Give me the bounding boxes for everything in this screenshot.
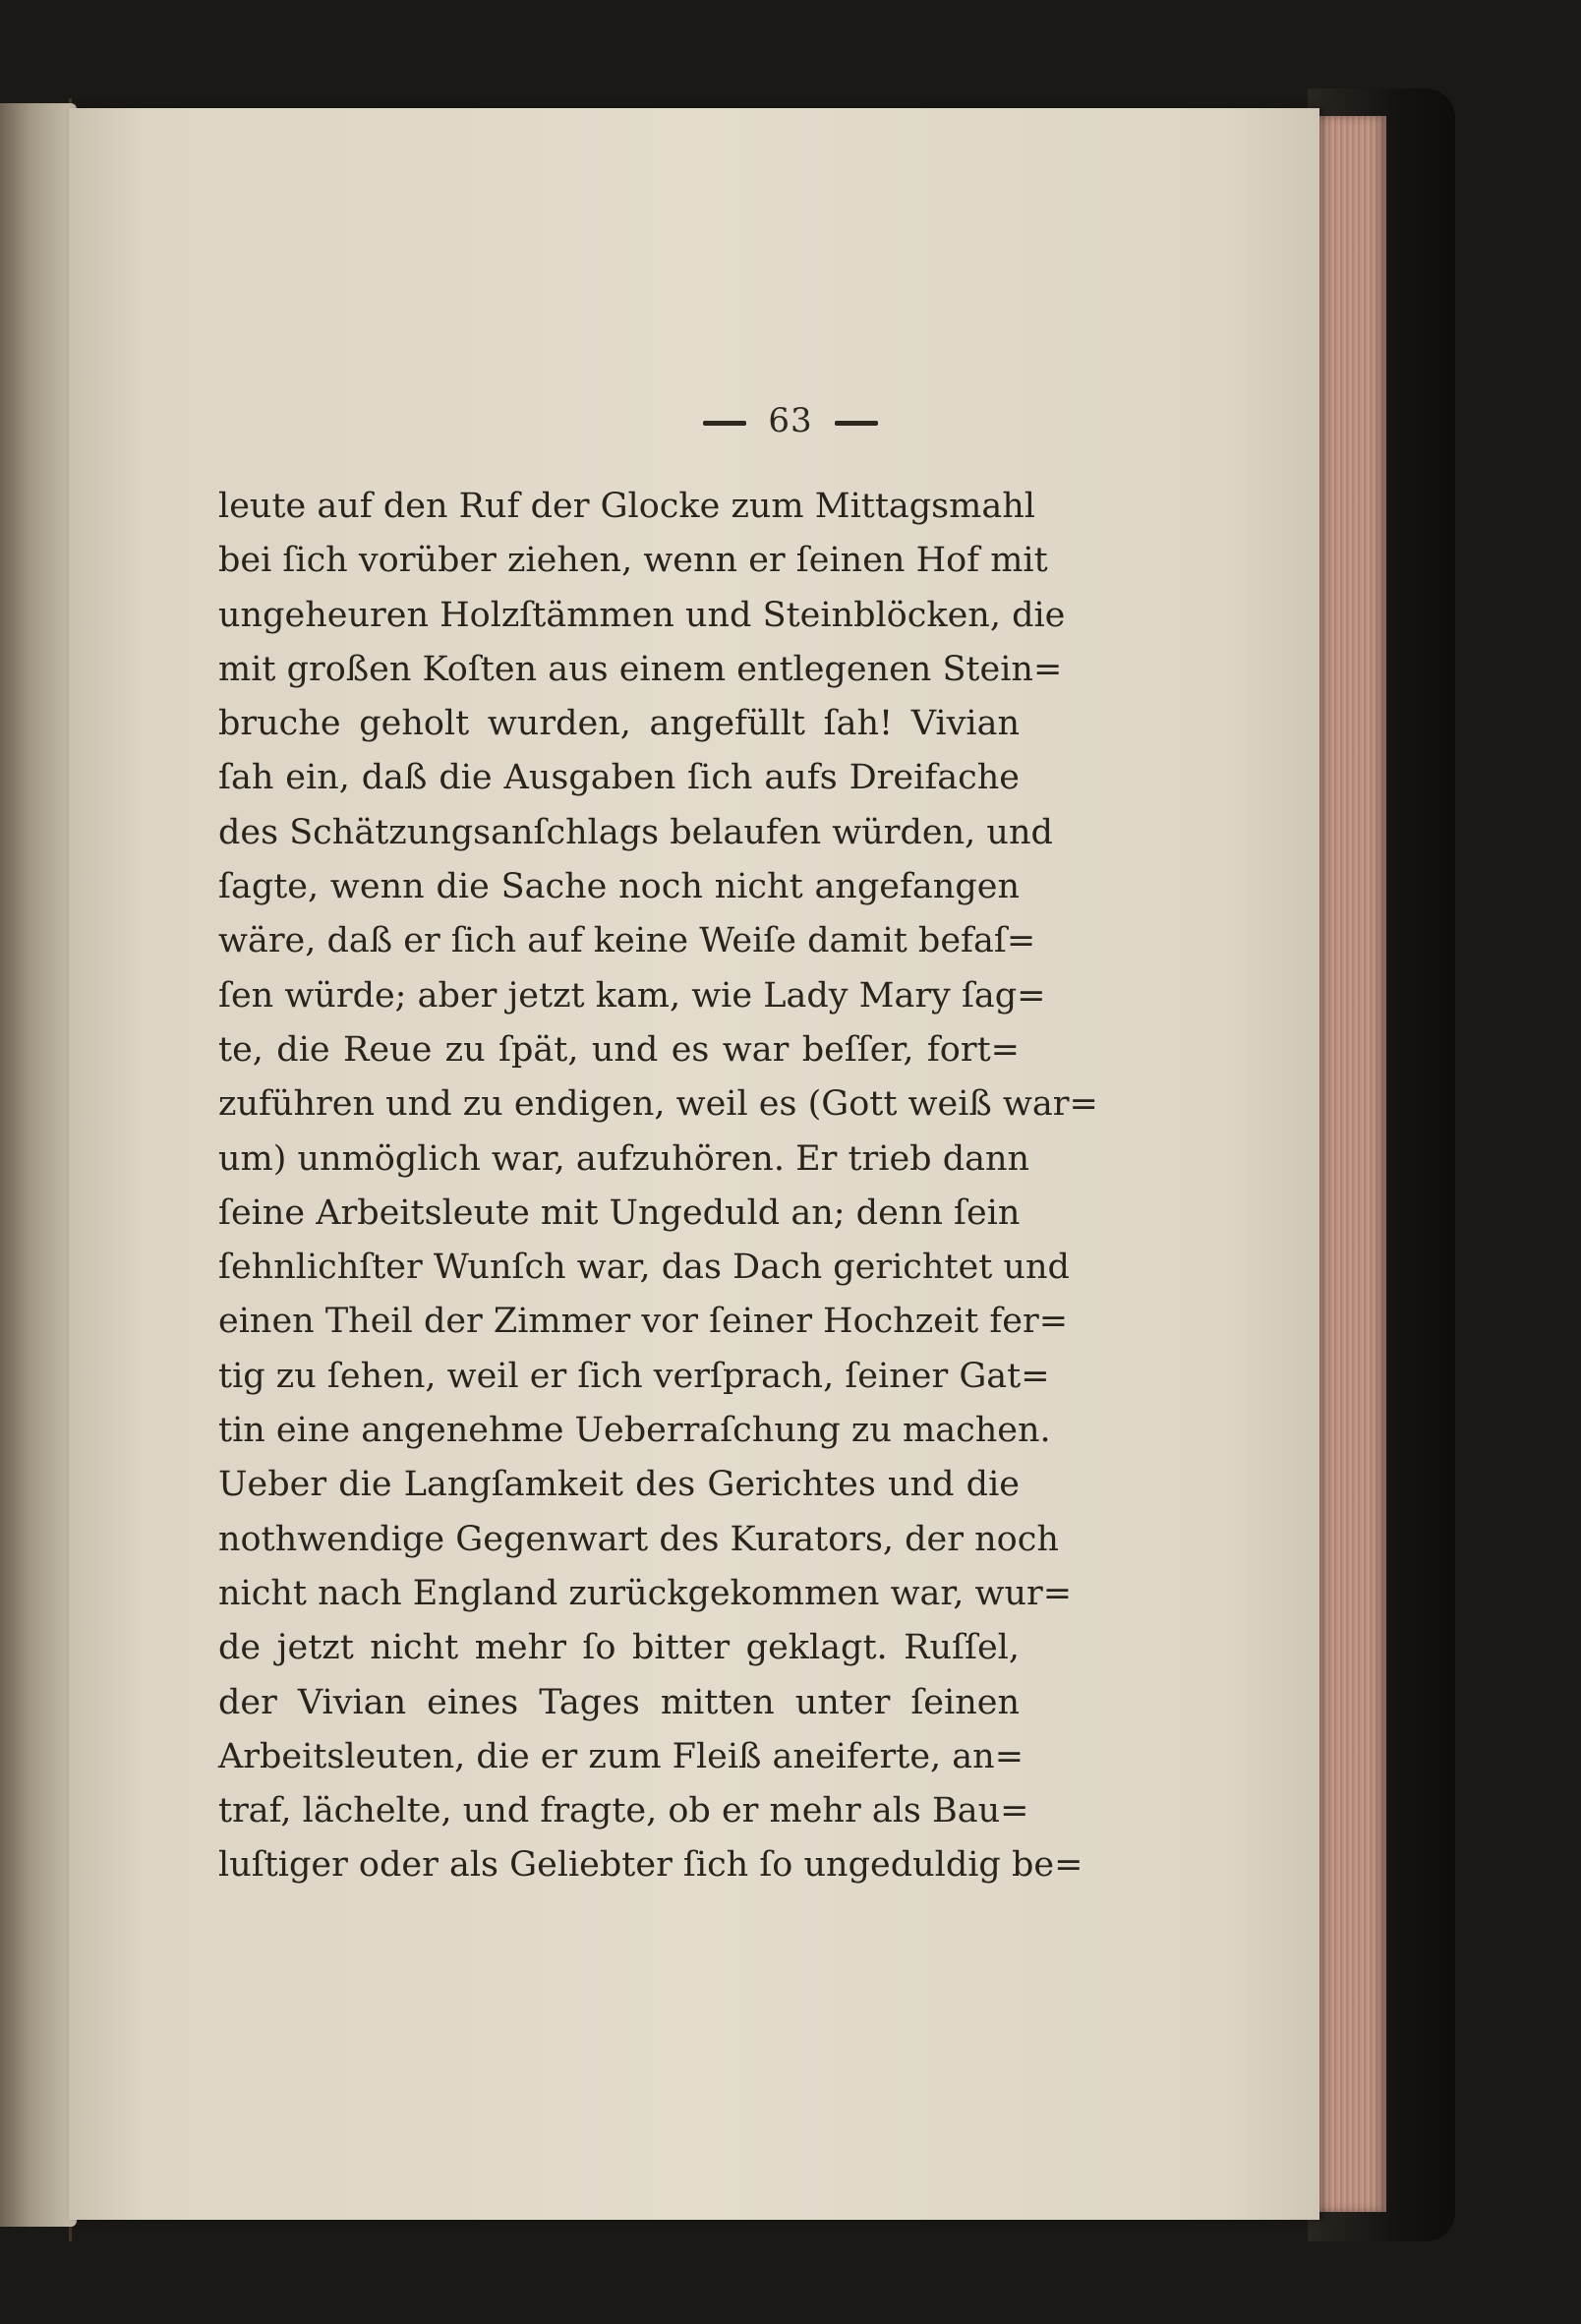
text-line: ſehnlichſter Wunſch war, das Dach gerichtet und [218,1248,1070,1288]
text-line: bei ſich vorüber ziehen, wenn er ſeinen Hof mit [218,541,1048,581]
page-text [218,480,1098,1893]
text-line: einen Theil der Zimmer vor ſeiner Hochzeit fer= [218,1302,1069,1342]
text-line: um) unmöglich war, aufzuhören. Er trieb dann [218,1138,1030,1179]
text-line: de jetzt nicht mehr ſo bitter geklagt. Ruſſel, [218,1628,1020,1668]
text-line: bruche geholt wurden, angefüllt ſah! Vivian [218,704,1020,744]
text-line: nothwendige Gegenwart des Kurators, der noch [218,1519,1059,1559]
text-line: zuführen und zu endigen, weil es (Gott weiß war= [218,1084,1098,1125]
text-line: Arbeitsleuten, die er zum Fleiß aneiferte, an= [218,1736,1025,1776]
text-line: mit großen Koſten aus einem entlegenen Stein= [218,649,1063,689]
text-line: leute auf den Ruf der Glocke zum Mittagsmahl [218,487,1035,526]
text-line: ungeheuren Holzſtämmen und Steinblöcken, die [218,595,1066,635]
text-line: des Schätzungsanſchlags belaufen würden, und [218,812,1053,852]
text-line: tin eine angenehme Ueberraſchung zu machen. [218,1411,1051,1451]
text-line: ſagte, wenn die Sache noch nicht angefangen [218,867,1020,907]
dash-left [703,421,746,426]
text-line: nicht nach England zurückgekommen war, wur= [218,1573,1073,1613]
text-line: Ueber die Langſamkeit des Gerichtes und die [218,1465,1020,1505]
text-line: tig zu ſehen, weil er ſich verſprach, ſeiner Gat= [218,1356,1050,1396]
text-line: ſen würde; aber jetzt kam, wie Lady Mary ſag= [218,975,1046,1016]
text-line: der Vivian eines Tages mitten unter ſeinen [218,1682,1020,1722]
text-line: traf, lächelte, und fragte, ob er mehr als Bau= [218,1791,1029,1831]
text-line: ſeine Arbeitsleute mit Ungeduld an; denn ſein [218,1192,1021,1233]
text-line: ſah ein, daß die Ausgaben ſich aufs Dreifache [218,758,1020,798]
text-line: wäre, daß er ſich auf keine Weiſe damit befaſ= [218,921,1036,961]
text-line: te, die Reue zu ſpät, und es war beſſer, fort= [218,1029,1020,1070]
text-line: luſtiger oder als Geliebter ſich ſo ungeduldig be= [218,1845,1083,1886]
folio-number: 63 [768,401,813,440]
dash-right [835,421,878,426]
page-number [0,401,1581,440]
